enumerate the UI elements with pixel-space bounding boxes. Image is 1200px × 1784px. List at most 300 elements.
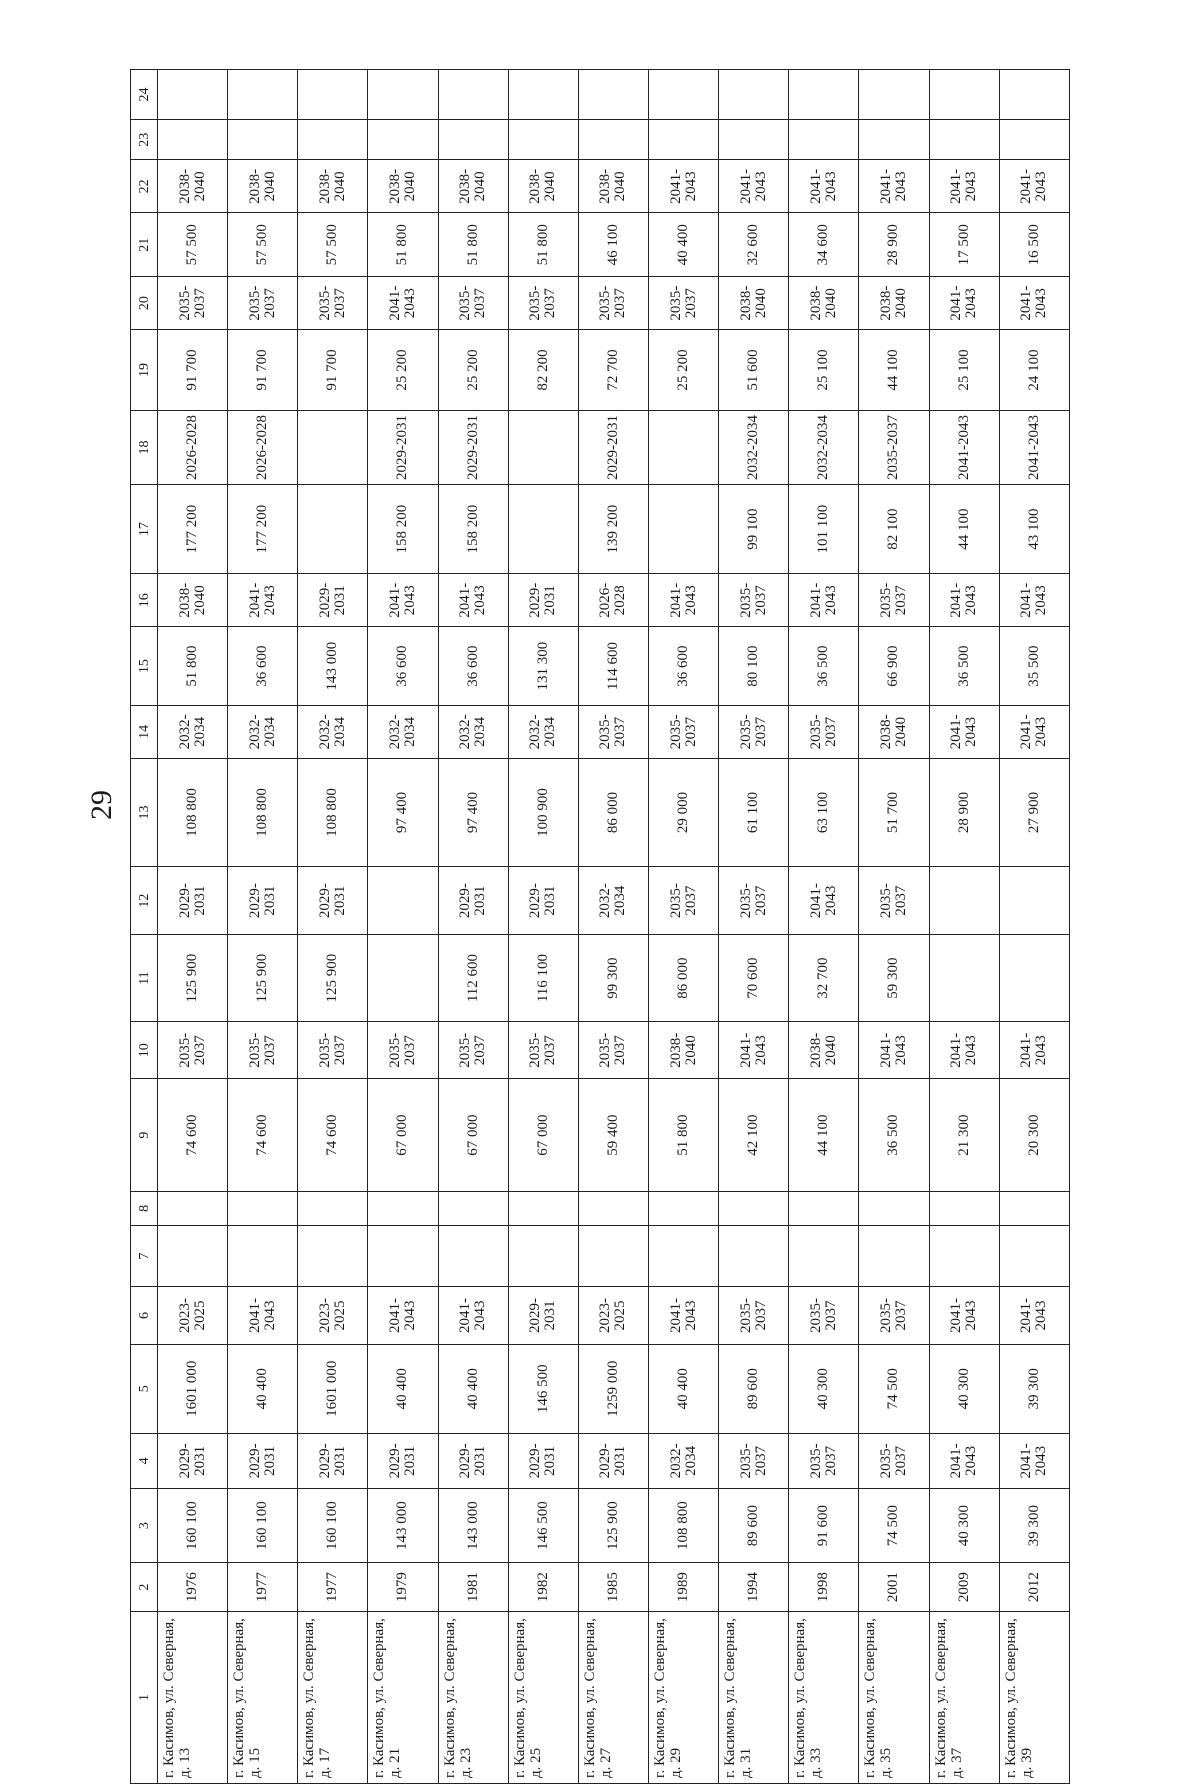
table-cell: 1601 000 [158, 1344, 228, 1433]
table-cell: 20 300 [999, 1079, 1069, 1191]
table-cell: 80 100 [719, 627, 789, 706]
column-number-2: 2 [131, 1563, 158, 1612]
table-cell [298, 120, 368, 160]
column-number-8: 8 [131, 1191, 158, 1225]
table-cell: 2041-2043 [789, 574, 859, 627]
table-cell: 42 100 [719, 1079, 789, 1191]
table-cell: 59 300 [859, 935, 929, 1022]
table-cell: 114 600 [578, 627, 648, 706]
column-number-6: 6 [131, 1287, 158, 1344]
table-cell: 39 300 [999, 1488, 1069, 1562]
table-cell [719, 70, 789, 120]
table-cell: 99 100 [719, 485, 789, 574]
table-cell [298, 1225, 368, 1287]
table-row [158, 70, 228, 1784]
column-number-12: 12 [131, 867, 158, 935]
table-cell [368, 70, 438, 120]
table-cell: 2035-2037 [508, 1022, 578, 1079]
table-cell: 82 200 [508, 330, 578, 411]
table-cell [158, 1191, 228, 1225]
table-cell [929, 70, 999, 120]
table-cell: 40 300 [789, 1344, 859, 1433]
table-cell [228, 1191, 298, 1225]
table-cell: 39 300 [999, 1344, 1069, 1433]
table-cell: 91 600 [789, 1488, 859, 1562]
table-cell: 2029-2031 [438, 1433, 508, 1488]
table-cell: 2035-2037 [298, 277, 368, 330]
table-cell: 2035-2037 [719, 1287, 789, 1344]
address-cell: г. Касимов, ул. Северная, д. 37 [929, 1612, 999, 1784]
table-cell [789, 1191, 859, 1225]
table-cell: 2032-2034 [438, 705, 508, 758]
table-cell: 2041-2043 [228, 1287, 298, 1344]
table-cell [648, 120, 718, 160]
column-number-24: 24 [131, 70, 158, 120]
table-cell: 25 100 [929, 330, 999, 411]
table-cell: 2035-2037 [508, 277, 578, 330]
table-cell: 40 400 [228, 1344, 298, 1433]
column-number-13: 13 [131, 758, 158, 866]
table-cell: 2035-2037 [859, 1433, 929, 1488]
table-cell [508, 120, 578, 160]
table-cell: 2035-2037 [368, 1022, 438, 1079]
column-number-14: 14 [131, 705, 158, 758]
table-cell: 63 100 [789, 758, 859, 866]
table-cell: 160 100 [298, 1488, 368, 1562]
table-cell: 2038-2040 [298, 160, 368, 213]
table-cell: 36 500 [789, 627, 859, 706]
table-cell: 143 000 [298, 627, 368, 706]
table-cell: 2041-2043 [368, 1287, 438, 1344]
table-cell: 2035-2037 [298, 1022, 368, 1079]
table-cell: 51 600 [719, 330, 789, 411]
table-cell: 2032-2034 [719, 410, 789, 484]
table-cell: 82 100 [859, 485, 929, 574]
table-cell [368, 935, 438, 1022]
table-cell [789, 70, 859, 120]
address-cell: г. Касимов, ул. Северная, д. 33 [789, 1612, 859, 1784]
table-cell [999, 935, 1069, 1022]
table-cell: 1976 [158, 1563, 228, 1612]
table-cell: 2029-2031 [438, 410, 508, 484]
table-cell [298, 410, 368, 484]
table-cell: 51 800 [368, 213, 438, 277]
table-cell: 101 100 [789, 485, 859, 574]
table-cell: 2041-2043 [999, 410, 1069, 484]
table-cell: 2035-2037 [719, 1433, 789, 1488]
table-cell [648, 1191, 718, 1225]
table-cell: 2041-2043 [228, 574, 298, 627]
table-cell: 2035-2037 [719, 705, 789, 758]
column-number-row [131, 70, 158, 1784]
table-cell: 2029-2031 [368, 1433, 438, 1488]
column-number-19: 19 [131, 330, 158, 411]
table-cell: 57 500 [298, 213, 368, 277]
table-row [789, 70, 859, 1784]
column-number-9: 9 [131, 1079, 158, 1191]
table-cell: 40 400 [648, 1344, 718, 1433]
table-cell: 29 000 [648, 758, 718, 866]
table-cell: 74 600 [158, 1079, 228, 1191]
table-cell [438, 1225, 508, 1287]
table-cell: 2035-2037 [859, 1287, 929, 1344]
table-cell: 2041-2043 [929, 1287, 999, 1344]
table-cell [158, 120, 228, 160]
table-cell: 21 300 [929, 1079, 999, 1191]
table-cell: 1259 000 [578, 1344, 648, 1433]
table-cell: 25 100 [789, 330, 859, 411]
table-cell [929, 1191, 999, 1225]
table-cell [368, 1191, 438, 1225]
table-cell: 1977 [298, 1563, 368, 1612]
table-cell: 70 600 [719, 935, 789, 1022]
table-cell: 36 500 [859, 1079, 929, 1191]
table-cell: 89 600 [719, 1488, 789, 1562]
table-cell: 100 900 [508, 758, 578, 866]
table-cell: 43 100 [999, 485, 1069, 574]
table-cell: 32 600 [719, 213, 789, 277]
table-cell [368, 1225, 438, 1287]
table-cell: 40 400 [648, 213, 718, 277]
table-cell [228, 1225, 298, 1287]
table-cell [508, 410, 578, 484]
table-cell: 28 900 [929, 758, 999, 866]
table-cell [578, 70, 648, 120]
table-cell: 2029-2031 [578, 1433, 648, 1488]
table-cell [929, 935, 999, 1022]
table-cell: 2032-2034 [298, 705, 368, 758]
table-row [298, 70, 368, 1784]
table-cell: 27 900 [999, 758, 1069, 866]
table-cell: 1985 [578, 1563, 648, 1612]
table-cell: 2041-2043 [999, 1433, 1069, 1488]
table-cell: 2029-2031 [228, 1433, 298, 1488]
address-cell: г. Касимов, ул. Северная, д. 21 [368, 1612, 438, 1784]
table-cell: 24 100 [999, 330, 1069, 411]
table-cell: 2035-2037 [438, 277, 508, 330]
table-cell [368, 867, 438, 935]
table-cell: 158 200 [368, 485, 438, 574]
table-cell [999, 867, 1069, 935]
table-cell [929, 1225, 999, 1287]
table-cell: 2038-2040 [158, 574, 228, 627]
table-cell: 36 600 [368, 627, 438, 706]
table-cell [648, 410, 718, 484]
table-cell: 2032-2034 [508, 705, 578, 758]
table-cell [438, 70, 508, 120]
table-cell: 44 100 [789, 1079, 859, 1191]
column-number-1: 1 [131, 1612, 158, 1784]
column-number-17: 17 [131, 485, 158, 574]
table-cell: 99 300 [578, 935, 648, 1022]
table-cell: 40 300 [929, 1344, 999, 1433]
table-cell: 74 500 [859, 1344, 929, 1433]
address-cell: г. Касимов, ул. Северная, д. 13 [158, 1612, 228, 1784]
table-cell [648, 1225, 718, 1287]
table-cell: 25 200 [438, 330, 508, 411]
column-number-18: 18 [131, 410, 158, 484]
table-cell: 2029-2031 [578, 410, 648, 484]
table-cell: 17 500 [929, 213, 999, 277]
table-cell: 91 700 [158, 330, 228, 411]
table-cell: 2041-2043 [999, 1287, 1069, 1344]
table-cell: 2026-2028 [158, 410, 228, 484]
table-cell: 34 600 [789, 213, 859, 277]
column-number-16: 16 [131, 574, 158, 627]
table-cell: 2023-2025 [298, 1287, 368, 1344]
address-cell: г. Касимов, ул. Северная, д. 23 [438, 1612, 508, 1784]
table-cell [298, 485, 368, 574]
table-cell: 25 200 [648, 330, 718, 411]
address-cell: г. Касимов, ул. Северная, д. 39 [999, 1612, 1069, 1784]
table-cell: 2041-2043 [859, 1022, 929, 1079]
table-cell: 2001 [859, 1563, 929, 1612]
table-cell: 125 900 [578, 1488, 648, 1562]
table-cell: 125 900 [158, 935, 228, 1022]
table-cell [999, 70, 1069, 120]
table-cell: 2035-2037 [859, 867, 929, 935]
table-cell: 2035-2037 [578, 277, 648, 330]
table-cell: 2038-2040 [648, 1022, 718, 1079]
table-cell: 46 100 [578, 213, 648, 277]
table-cell: 2029-2031 [508, 867, 578, 935]
table-cell [719, 120, 789, 160]
table-cell: 2038-2040 [859, 705, 929, 758]
table-cell: 66 900 [859, 627, 929, 706]
table-cell: 51 800 [438, 213, 508, 277]
table-cell: 67 000 [508, 1079, 578, 1191]
table-cell: 2041-2043 [438, 574, 508, 627]
table-cell: 2029-2031 [158, 1433, 228, 1488]
table-cell: 2023-2025 [578, 1287, 648, 1344]
table-cell: 2041-2043 [929, 410, 999, 484]
table-cell: 2035-2037 [228, 1022, 298, 1079]
table-cell: 2029-2031 [508, 574, 578, 627]
table-cell: 97 400 [438, 758, 508, 866]
table-cell: 2038-2040 [368, 160, 438, 213]
table-cell [158, 1225, 228, 1287]
table-cell: 2041-2043 [859, 160, 929, 213]
table-cell: 2035-2037 [578, 705, 648, 758]
table-cell: 2041-2043 [929, 160, 999, 213]
table-cell: 2035-2037 [648, 867, 718, 935]
table-cell: 67 000 [438, 1079, 508, 1191]
table-cell: 2032-2034 [158, 705, 228, 758]
table-cell: 125 900 [298, 935, 368, 1022]
table-cell: 125 900 [228, 935, 298, 1022]
column-number-20: 20 [131, 277, 158, 330]
table-cell: 2041-2043 [929, 574, 999, 627]
table-cell: 108 800 [228, 758, 298, 866]
table-cell: 2038-2040 [789, 1022, 859, 1079]
column-number-23: 23 [131, 120, 158, 160]
table-cell: 2032-2034 [789, 410, 859, 484]
table-cell: 86 000 [648, 935, 718, 1022]
table-cell: 2041-2043 [438, 1287, 508, 1344]
table-cell [789, 1225, 859, 1287]
table-cell: 2029-2031 [508, 1433, 578, 1488]
table-cell: 2035-2037 [789, 1433, 859, 1488]
table-cell: 36 600 [438, 627, 508, 706]
table-cell: 108 800 [298, 758, 368, 866]
table-row [438, 70, 508, 1784]
table-cell: 74 600 [298, 1079, 368, 1191]
table-cell: 44 100 [929, 485, 999, 574]
table-cell: 1994 [719, 1563, 789, 1612]
table-cell [789, 120, 859, 160]
table-cell: 143 000 [438, 1488, 508, 1562]
table-cell: 2029-2031 [368, 410, 438, 484]
table-cell: 97 400 [368, 758, 438, 866]
table-cell: 2035-2037 [789, 705, 859, 758]
column-number-7: 7 [131, 1225, 158, 1287]
table-cell: 36 500 [929, 627, 999, 706]
table-cell [438, 1191, 508, 1225]
table-cell: 2041-2043 [368, 574, 438, 627]
table-cell: 1981 [438, 1563, 508, 1612]
address-cell: г. Касимов, ул. Северная, д. 17 [298, 1612, 368, 1784]
table-cell: 2041-2043 [719, 160, 789, 213]
column-number-3: 3 [131, 1488, 158, 1562]
table-cell: 1998 [789, 1563, 859, 1612]
rotated-table-wrapper [130, 69, 1070, 1784]
table-cell: 2029-2031 [438, 867, 508, 935]
table-cell [228, 120, 298, 160]
table-cell [578, 1191, 648, 1225]
table-cell: 51 700 [859, 758, 929, 866]
table-row [719, 70, 789, 1784]
table-cell: 2041-2043 [929, 705, 999, 758]
table-cell: 2035-2037 [438, 1022, 508, 1079]
table-cell: 2038-2040 [158, 160, 228, 213]
table-cell: 177 200 [228, 485, 298, 574]
table-cell [859, 1225, 929, 1287]
table-cell [859, 1191, 929, 1225]
table-cell [438, 120, 508, 160]
table-cell: 131 300 [508, 627, 578, 706]
table-cell: 2029-2031 [228, 867, 298, 935]
table-cell: 2041-2043 [789, 160, 859, 213]
table-cell: 57 500 [228, 213, 298, 277]
table-cell [999, 1225, 1069, 1287]
table-cell: 1977 [228, 1563, 298, 1612]
table-cell [719, 1225, 789, 1287]
table-cell: 74 500 [859, 1488, 929, 1562]
table-cell: 2035-2037 [648, 277, 718, 330]
table-cell: 158 200 [438, 485, 508, 574]
table-cell: 2035-2037 [228, 277, 298, 330]
address-cell: г. Касимов, ул. Северная, д. 31 [719, 1612, 789, 1784]
table-cell [929, 867, 999, 935]
table-cell [508, 485, 578, 574]
table-cell: 2041-2043 [368, 277, 438, 330]
table-cell: 2041-2043 [999, 705, 1069, 758]
table-cell: 16 500 [999, 213, 1069, 277]
column-number-11: 11 [131, 935, 158, 1022]
table-cell: 91 700 [298, 330, 368, 411]
table-cell [508, 1191, 578, 1225]
table-cell: 2041-2043 [929, 1433, 999, 1488]
table-row [929, 70, 999, 1784]
table-cell: 2041-2043 [999, 277, 1069, 330]
table-cell: 59 400 [578, 1079, 648, 1191]
table-cell: 2038-2040 [719, 277, 789, 330]
table-row [578, 70, 648, 1784]
table-cell [368, 120, 438, 160]
table-cell: 67 000 [368, 1079, 438, 1191]
table-cell: 1989 [648, 1563, 718, 1612]
table-cell [859, 70, 929, 120]
column-number-15: 15 [131, 627, 158, 706]
table-cell: 143 000 [368, 1488, 438, 1562]
table-cell: 2038-2040 [578, 160, 648, 213]
table-cell: 57 500 [158, 213, 228, 277]
table-cell: 2041-2043 [929, 277, 999, 330]
table-cell: 2035-2037 [789, 1287, 859, 1344]
table-cell: 146 500 [508, 1344, 578, 1433]
table-cell: 108 800 [648, 1488, 718, 1562]
table-cell: 2035-2037 [578, 1022, 648, 1079]
column-number-5: 5 [131, 1344, 158, 1433]
table-cell: 146 500 [508, 1488, 578, 1562]
table-cell [578, 120, 648, 160]
table-cell: 2032-2034 [648, 1433, 718, 1488]
table-cell [859, 120, 929, 160]
table-cell: 1982 [508, 1563, 578, 1612]
table-cell: 36 600 [648, 627, 718, 706]
table-cell: 2012 [999, 1563, 1069, 1612]
table-cell: 116 100 [508, 935, 578, 1022]
table-cell: 51 800 [508, 213, 578, 277]
table-cell: 2041-2043 [789, 867, 859, 935]
table-cell: 2041-2043 [648, 574, 718, 627]
address-cell: г. Касимов, ул. Северная, д. 27 [578, 1612, 648, 1784]
table-cell: 2023-2025 [158, 1287, 228, 1344]
address-cell: г. Касимов, ул. Северная, д. 29 [648, 1612, 718, 1784]
table-cell: 2041-2043 [999, 574, 1069, 627]
table-cell: 2009 [929, 1563, 999, 1612]
table-cell: 28 900 [859, 213, 929, 277]
table-cell [228, 70, 298, 120]
table-cell [719, 1191, 789, 1225]
table-cell: 2029-2031 [158, 867, 228, 935]
table-cell: 2029-2031 [508, 1287, 578, 1344]
table-cell: 61 100 [719, 758, 789, 866]
table-cell: 108 800 [158, 758, 228, 866]
table-cell: 74 600 [228, 1079, 298, 1191]
table-cell: 51 800 [158, 627, 228, 706]
column-number-22: 22 [131, 160, 158, 213]
table-cell: 72 700 [578, 330, 648, 411]
table-cell: 51 800 [648, 1079, 718, 1191]
table-cell: 2038-2040 [789, 277, 859, 330]
table-cell: 36 600 [228, 627, 298, 706]
table-cell [648, 485, 718, 574]
table-cell [508, 70, 578, 120]
table-cell [999, 1191, 1069, 1225]
table-cell: 40 400 [438, 1344, 508, 1433]
address-cell: г. Касимов, ул. Северная, д. 15 [228, 1612, 298, 1784]
table-cell: 2041-2043 [929, 1022, 999, 1079]
table-cell: 2041-2043 [719, 1022, 789, 1079]
table-cell: 25 200 [368, 330, 438, 411]
table-cell: 2029-2031 [298, 574, 368, 627]
table-cell: 89 600 [719, 1344, 789, 1433]
table-cell: 2035-2037 [859, 410, 929, 484]
table-cell: 2026-2028 [228, 410, 298, 484]
table-cell: 1601 000 [298, 1344, 368, 1433]
table-cell: 2038-2040 [228, 160, 298, 213]
